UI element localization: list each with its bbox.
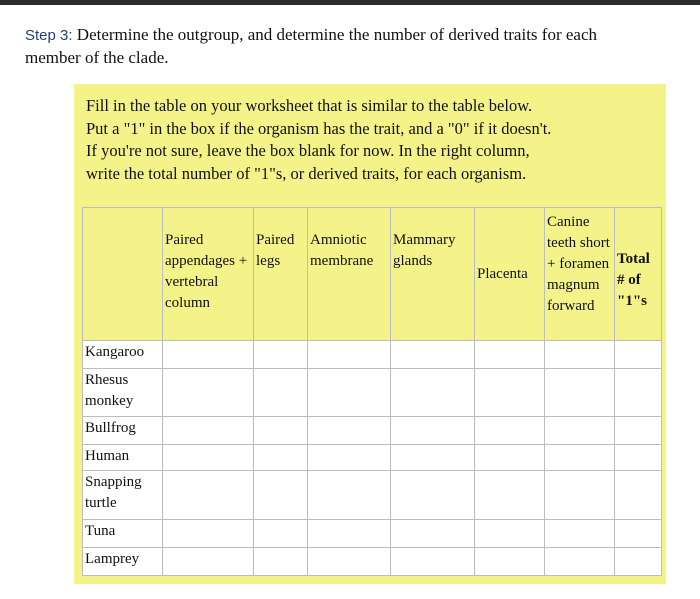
column-header: Placenta: [475, 208, 545, 341]
table-header-row: [83, 208, 662, 341]
trait-cell[interactable]: [254, 369, 308, 417]
step-line-1: Determine the outgroup, and determine the number of derived traits for each: [76, 25, 597, 44]
header-empty-cell: [83, 208, 163, 341]
table-row: [83, 520, 662, 548]
step-line-2: member of the clade.: [25, 48, 169, 67]
total-cell[interactable]: [615, 369, 662, 417]
table-row: [83, 417, 662, 445]
instructions-line-2: Put a "1" in the box if the organism has the trait, and a "0" if it doesn't.: [86, 118, 552, 138]
total-cell[interactable]: [615, 520, 662, 548]
trait-cell[interactable]: [475, 471, 545, 520]
trait-cell[interactable]: [475, 548, 545, 576]
trait-cell[interactable]: [308, 548, 391, 576]
row-label: Kangaroo: [83, 341, 163, 369]
trait-cell[interactable]: [308, 417, 391, 445]
trait-cell[interactable]: [391, 445, 475, 471]
trait-cell[interactable]: [163, 417, 254, 445]
trait-cell[interactable]: [475, 445, 545, 471]
trait-cell[interactable]: [308, 471, 391, 520]
column-header: Amniotic membrane: [308, 208, 391, 341]
table-row: [83, 369, 662, 417]
total-cell[interactable]: [615, 417, 662, 445]
trait-cell[interactable]: [545, 445, 615, 471]
trait-cell[interactable]: [545, 341, 615, 369]
trait-cell[interactable]: [391, 520, 475, 548]
trait-cell[interactable]: [254, 471, 308, 520]
trait-cell[interactable]: [391, 548, 475, 576]
trait-cell[interactable]: [308, 369, 391, 417]
trait-cell[interactable]: [475, 520, 545, 548]
step-label: Step 3:: [25, 27, 73, 44]
row-label: Snapping turtle: [83, 471, 163, 520]
column-header: Canine teeth short + foramen magnum forward: [545, 208, 615, 341]
trait-cell[interactable]: [254, 548, 308, 576]
total-cell[interactable]: [615, 471, 662, 520]
trait-cell[interactable]: [545, 520, 615, 548]
trait-cell[interactable]: [308, 341, 391, 369]
table-row: [83, 471, 662, 520]
column-header-total: Total # of "1"s: [615, 208, 662, 341]
trait-cell[interactable]: [545, 471, 615, 520]
trait-cell[interactable]: [391, 369, 475, 417]
total-cell[interactable]: [615, 548, 662, 576]
trait-cell[interactable]: [254, 520, 308, 548]
row-label: Lamprey: [83, 548, 163, 576]
traits-table: [82, 207, 662, 576]
trait-cell[interactable]: [163, 471, 254, 520]
trait-cell[interactable]: [545, 417, 615, 445]
table-row: [83, 445, 662, 471]
total-cell[interactable]: [615, 445, 662, 471]
trait-cell[interactable]: [254, 445, 308, 471]
total-cell[interactable]: [615, 341, 662, 369]
table-row: [83, 341, 662, 369]
trait-cell[interactable]: [308, 445, 391, 471]
row-label: Rhesus monkey: [83, 369, 163, 417]
table-row: [83, 548, 662, 576]
trait-cell[interactable]: [545, 369, 615, 417]
instructions-line-1: Fill in the table on your worksheet that is similar to the table below.: [86, 96, 533, 115]
instructions-line-4: write the total number of "1"s, or derived traits, for each organism.: [86, 163, 527, 183]
row-label: Bullfrog: [83, 417, 163, 445]
trait-cell[interactable]: [475, 369, 545, 417]
trait-cell[interactable]: [163, 341, 254, 369]
trait-cell[interactable]: [545, 548, 615, 576]
trait-cell[interactable]: [163, 369, 254, 417]
trait-cell[interactable]: [254, 341, 308, 369]
trait-cell[interactable]: [163, 520, 254, 548]
trait-cell[interactable]: [391, 471, 475, 520]
instructions-line-3: If you're not sure, leave the box blank for now. In the right column,: [86, 141, 530, 160]
row-label: Human: [83, 445, 163, 471]
column-header: Mammary glands: [391, 208, 475, 341]
column-header: Paired appendages + vertebral column: [163, 208, 254, 341]
trait-cell[interactable]: [475, 417, 545, 445]
trait-cell[interactable]: [163, 548, 254, 576]
trait-cell[interactable]: [163, 445, 254, 471]
row-label: Tuna: [83, 520, 163, 548]
step-heading: [25, 24, 597, 46]
top-bar: [0, 0, 700, 5]
trait-cell[interactable]: [391, 417, 475, 445]
trait-cell[interactable]: [391, 341, 475, 369]
instructions: [86, 95, 656, 185]
trait-cell[interactable]: [254, 417, 308, 445]
column-header: Paired legs: [254, 208, 308, 341]
trait-cell[interactable]: [308, 520, 391, 548]
trait-cell[interactable]: [475, 341, 545, 369]
